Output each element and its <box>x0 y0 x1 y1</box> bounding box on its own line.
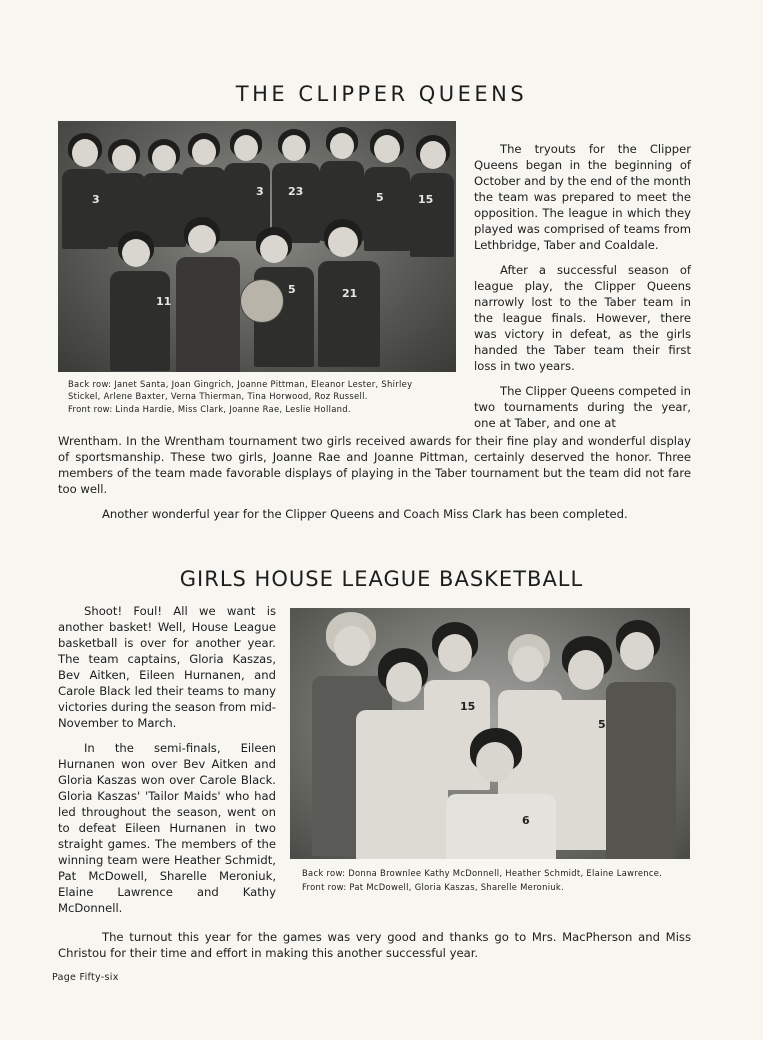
caption-front-row: Front row: Linda Hardie, Miss Clark, Joanne Rae, Leslie Holland. <box>68 404 351 414</box>
house-league-caption <box>302 868 692 893</box>
basketball <box>240 279 284 323</box>
jersey-number: 5 <box>376 191 384 204</box>
jersey-number: 3 <box>92 193 100 206</box>
page-title: THE CLIPPER QUEENS <box>235 82 528 106</box>
paragraph: Another wonderful year for the Clipper Queens and Coach Miss Clark has been completed. <box>102 507 628 521</box>
paragraph: The Clipper Queens competed in two tournaments during the year, one at Taber, and one at <box>474 384 691 430</box>
jersey-number: 5 <box>598 718 606 731</box>
paragraph: Wrentham. In the Wrentham tournament two girls received awards for their fine play and wonderful display of sportsmanship. These two girls, Joanne Rae and Joanne Pittman, certainly deserved the honor. Three members of the team made favorable displays of playing in the Taber tournament but the team did not fare too well. <box>58 434 691 496</box>
section-title: GIRLS HOUSE LEAGUE BASKETBALL <box>179 567 584 591</box>
paragraph: The tryouts for the Clipper Queens began in the beginning of October and by the end of the month the team was prepared to meet the opposition. The league in which they played was comprised of teams from Lethbridge, Taber and Coaldale. <box>474 142 691 252</box>
jersey-number: 11 <box>156 295 172 308</box>
paragraph: After a successful season of league play, the Clipper Queens narrowly lost to the Taber team in the league finals. However, there was victory in defeat, as the girls handed the Taber team their first loss in two years. <box>474 263 691 373</box>
caption-front-row: Front row: Pat McDowell, Gloria Kaszas, Sharelle Meroniuk. <box>302 881 565 892</box>
jersey-number: 6 <box>522 814 530 827</box>
page-number: Page Fifty-six <box>52 972 119 983</box>
jersey-number: 21 <box>342 287 358 300</box>
house-league-team-photo <box>290 608 690 859</box>
jersey-number: 15 <box>418 193 434 206</box>
jersey-number: 15 <box>460 700 476 713</box>
house-league-closing-text <box>58 929 691 970</box>
caption-back-row: Back row: Donna Brownlee Kathy McDonnell, Heather Schmidt, Elaine Lawrence. <box>302 868 663 878</box>
paragraph: In the semi-finals, Eileen Hurnanen won over Bev Aitken and Gloria Kaszas won over Carole Black. Gloria Kaszas' 'Tailor Maids' who had led throughout the season, went on to defeat Eileen Hurnanen in two straight games. The members of the winning team were Heather Schmidt, Pat McDowell, Sharelle Meroniuk, Elaine Lawrence and Kathy McDonnell. <box>58 741 276 915</box>
clipper-queens-full-width-text <box>58 433 691 531</box>
clipper-queens-caption <box>68 379 418 416</box>
paragraph: Shoot! Foul! All we want is another basket! Well, House League basketball is over for another year. The team captains, Gloria Kaszas, Bev Aitken, Eileen Hurnanen, and Carole Black led their teams to many victories during the season from mid-November to March. <box>58 604 276 730</box>
jersey-number: 23 <box>288 185 304 198</box>
jersey-number: 5 <box>288 283 296 296</box>
clipper-queens-text-column <box>474 141 691 431</box>
clipper-queens-team-photo <box>58 121 456 372</box>
caption-back-row: Back row: Janet Santa, Joan Gingrich, Joanne Pittman, Eleanor Lester, Shirley Stickel, Arlene Baxter, Verna Thierman, Tina Horwood, Roz Russell. <box>68 379 413 401</box>
house-league-text-column <box>58 603 276 925</box>
paragraph: The turnout this year for the games was very good and thanks go to Mrs. MacPherson and Miss Christou for their time and effort in making this another successful year. <box>58 930 691 960</box>
jersey-number: 3 <box>256 185 264 198</box>
